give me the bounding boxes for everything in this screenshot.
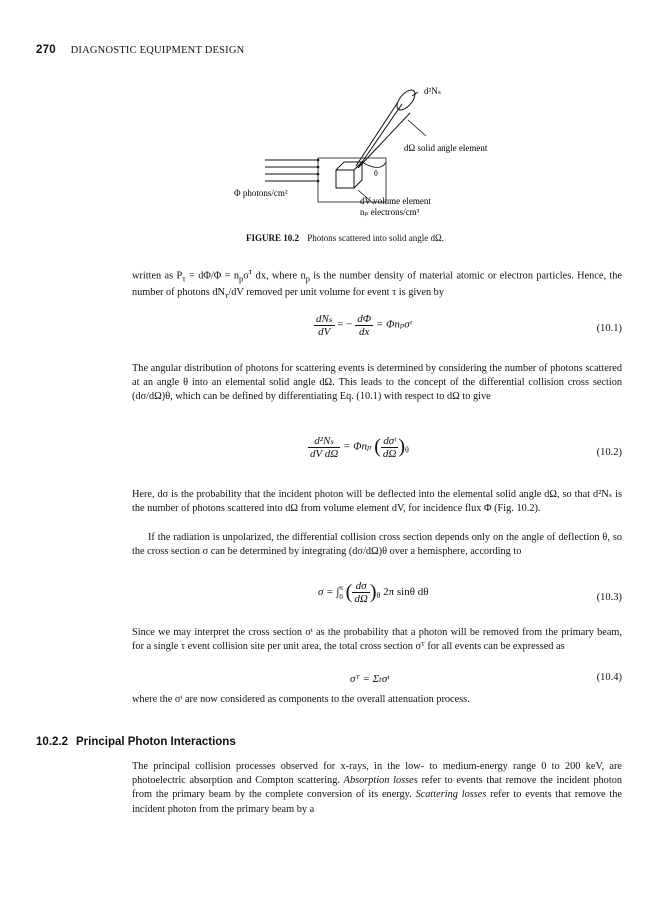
equation-number: (10.1) <box>596 323 622 334</box>
equation-10-3: σ = ∫ π 0 ( $\frac{d\sigma}{d\Omega}$ )$_\theta$ 2π sinθ dθ (10.3) <box>318 580 622 605</box>
running-title: DIAGNOSTIC EQUIPMENT DESIGN <box>70 45 245 56</box>
paragraph-1: written as $P_\tau = d\Phi/\Phi = n_p\sigma^\tau$ dx, where $n_p$ is the number density of material atomic or electron particles. Hence, the number of photons $dN_\tau/dV$ removed per unit volume for event τ is given by <box>132 266 622 300</box>
equation-10-1: $\frac{\text{dNₛ}}{dV}$ = − $\frac{d\Phi}{dx}$ = Φnₚσᵗ (10.1) <box>316 312 622 338</box>
section-number: 10.2.2 <box>36 736 68 748</box>
figure-label: FIGURE 10.2 <box>246 233 300 243</box>
label-solid-angle: dΩ solid angle element <box>404 143 488 153</box>
label-theta: θ <box>374 169 378 178</box>
figure-caption-text: Photons scattered into solid angle dΩ. <box>307 233 444 243</box>
page-number: 270 <box>36 44 56 56</box>
incident-photon-rays <box>265 160 318 181</box>
volume-element-cube <box>336 162 362 188</box>
equation-10-2: $\frac{\text{d²Nₛ}}{\text{dV dΩ}}$ = Φnₚ ( $\frac{\text{dσᵗ}}{d\Omega}$ )$_\theta$ (10.2) <box>310 434 622 460</box>
section-heading <box>36 736 244 748</box>
paragraph-3: Here, dσ is the probability that the incident photon will be deflected into the elemental solid angle dΩ, so that d²Nₛ is the number of photons scattered into dΩ from volume element dV, for incidence flux Φ (Fig. 10.2). <box>132 489 622 515</box>
figure-scattering-diagram <box>234 78 510 228</box>
figure-caption <box>246 233 444 243</box>
label-density: nₚ electrons/cm³ <box>360 207 420 217</box>
equation-10-4: σᵀ = Σₜσᵗ (10.4) <box>350 672 622 685</box>
equation-number: (10.3) <box>596 592 622 603</box>
paragraph-7: The principal collision processes observed for x-rays, in the low- to medium-energy range 0 to 200 keV, are photoelectric absorption and Compton scattering. Absorption losses refer to events that remove the incident photon from the primary beam by the complete conversion of its energy. Scattering losses refer to events that remove the incident photon from the primary beam by a <box>132 761 622 815</box>
paragraph-4: If the radiation is unpolarized, the differential collision cross section depends only on the angle of deflection θ, so the cross section σ can be determined by integrating (dσ/dΩ)θ over a hemisphere, according to <box>132 532 622 558</box>
section-title: Principal Photon Interactions <box>75 736 236 748</box>
scattered-cone <box>356 87 418 168</box>
equation-number: (10.2) <box>596 447 622 458</box>
running-header <box>36 44 244 56</box>
label-volume: dV volume element <box>360 196 431 206</box>
equation-number: (10.4) <box>596 672 622 683</box>
label-photons: Φ photons/cm² <box>234 188 288 198</box>
paragraph-2: The angular distribution of photons for scattering events is determined by considering the number of photons scattered at an angle θ into an elemental solid angle dΩ. This leads to the concept of the differential collision cross section (dσ/dΩ)θ, which can be defined by differentiating Eq. (10.1) with respect to dΩ to give <box>132 363 622 403</box>
paragraph-6: where the σᵗ are now considered as components to the overall attenuation process. <box>132 694 470 705</box>
label-d2ns: d²Nₛ <box>424 86 442 96</box>
paragraph-5: Since we may interpret the cross section σᵗ as the probability that a photon will be removed from the primary beam, for a single τ event collision site per unit area, the total cross section σᵀ for all events can be expressed as <box>132 627 622 653</box>
